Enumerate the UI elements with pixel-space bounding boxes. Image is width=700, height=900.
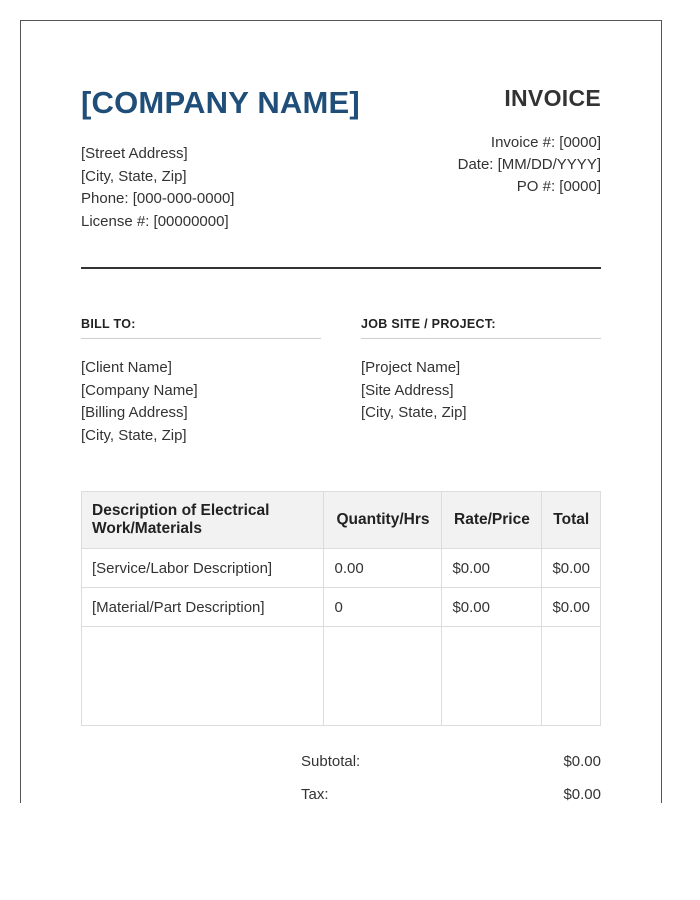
- item-rate: [442, 627, 542, 726]
- invoice-title: INVOICE: [504, 85, 601, 111]
- bill-to-line: [Company Name]: [81, 381, 198, 399]
- item-quantity: 0: [324, 588, 442, 627]
- job-site-heading: JOB SITE / PROJECT:: [361, 317, 601, 339]
- invoice-date: Date: [MM/DD/YYYY]: [457, 156, 601, 173]
- company-info: [81, 143, 234, 233]
- table-row: [82, 549, 601, 588]
- tax-label: Tax:: [301, 786, 329, 803]
- item-quantity: [324, 627, 442, 726]
- company-street: [Street Address]: [81, 145, 188, 162]
- table-row: [82, 627, 601, 726]
- subtotal-label: Subtotal:: [301, 753, 361, 770]
- item-description: [Service/Labor Description]: [82, 549, 324, 588]
- item-rate: $0.00: [442, 549, 542, 588]
- subtotal-value: $0.00: [563, 753, 601, 770]
- item-description: [82, 627, 324, 726]
- job-site-line: [Project Name]: [361, 359, 461, 376]
- item-total: $0.00: [542, 588, 601, 627]
- invoice-meta: [458, 132, 601, 198]
- header-divider: [81, 267, 601, 269]
- invoice-page: [20, 20, 662, 803]
- company-license: License #: [00000000]: [81, 212, 229, 230]
- company-name: [COMPANY NAME]: [81, 85, 360, 120]
- job-site-line: [Site Address]: [361, 381, 454, 399]
- items-table: [81, 491, 601, 726]
- item-total: $0.00: [542, 549, 601, 588]
- item-total: [542, 627, 601, 726]
- column-header-rate: Rate/Price: [442, 492, 542, 549]
- company-city: [City, State, Zip]: [81, 167, 187, 185]
- column-header-quantity: Quantity/Hrs: [324, 492, 442, 549]
- bill-to-line: [Billing Address]: [81, 404, 188, 421]
- job-site-address: [361, 357, 467, 425]
- bill-to-address: [81, 357, 198, 447]
- table-row: [82, 588, 601, 627]
- item-quantity: 0.00: [324, 549, 442, 588]
- job-site-line: [City, State, Zip]: [361, 404, 467, 421]
- bill-to-line: [Client Name]: [81, 359, 172, 376]
- bill-to-line: [City, State, Zip]: [81, 426, 187, 444]
- column-header-total: Total: [542, 492, 601, 549]
- invoice-po: PO #: [0000]: [516, 178, 601, 195]
- company-phone: Phone: [000-000-0000]: [81, 190, 235, 207]
- table-header-row: [82, 492, 601, 549]
- item-rate: $0.00: [442, 588, 542, 627]
- column-header-description: Description of Electrical Work/Materials: [82, 492, 324, 549]
- bill-to-heading: BILL TO:: [81, 317, 321, 339]
- item-description: [Material/Part Description]: [82, 588, 324, 627]
- tax-value: $0.00: [563, 786, 601, 803]
- invoice-number: Invoice #: [0000]: [490, 134, 601, 151]
